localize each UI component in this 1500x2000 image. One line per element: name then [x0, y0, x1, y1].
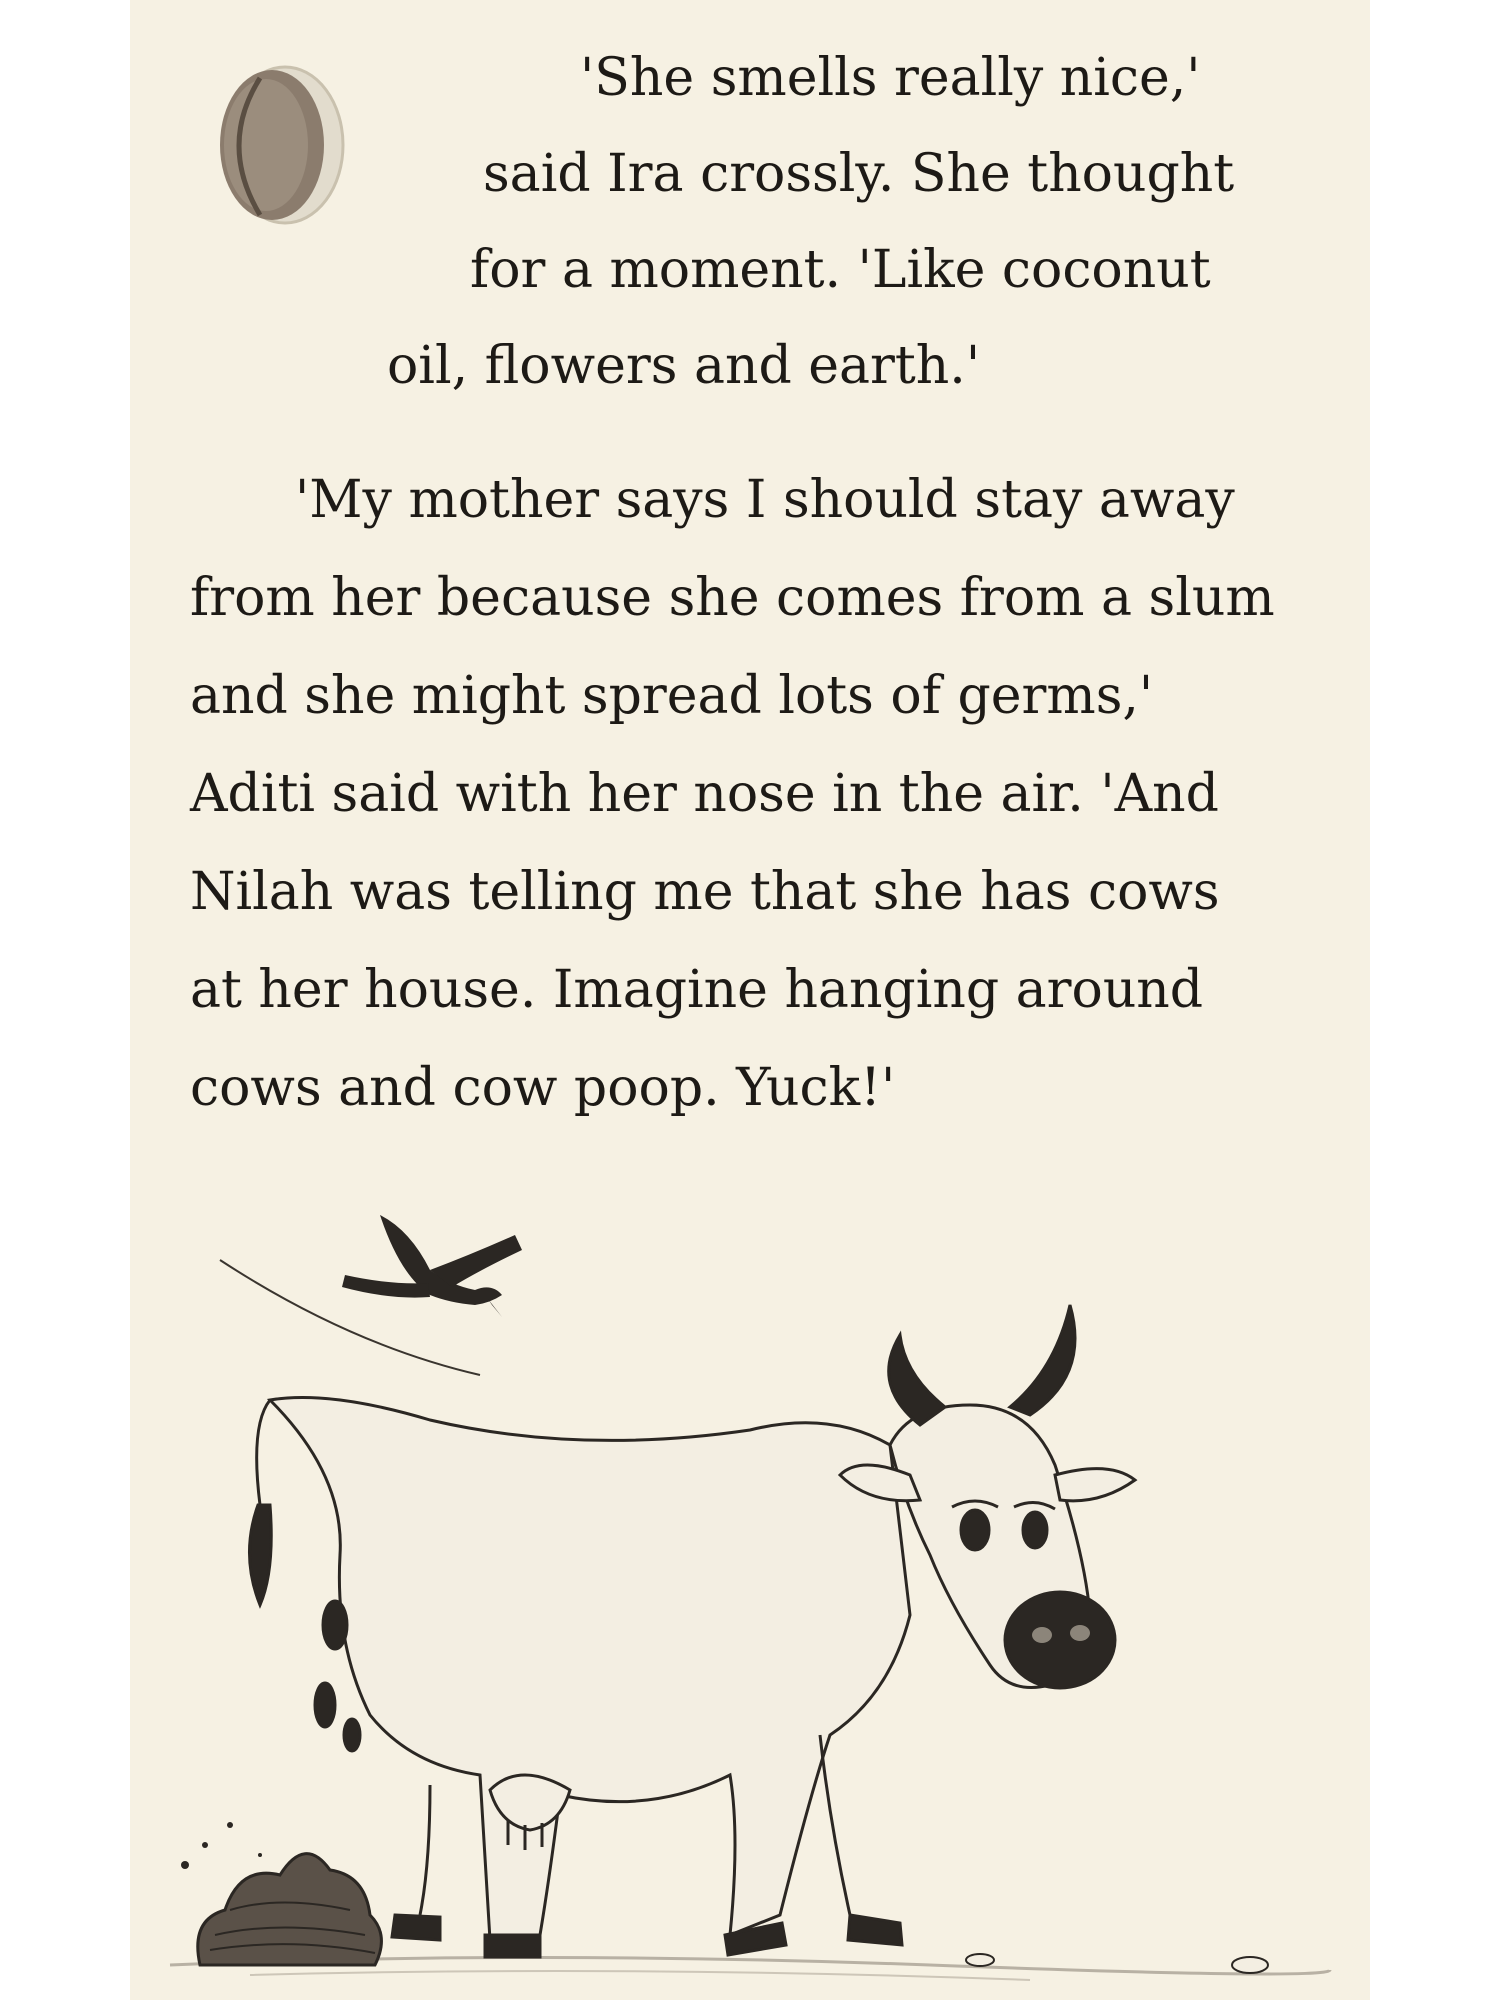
crow-icon [342, 1215, 522, 1317]
paragraph-ira-reply-line-2: said Ira crossly. She thought [483, 144, 1235, 204]
paragraph-aditi-speech-line-6: at her house. Imagine hanging around [190, 960, 1204, 1020]
dung-pile-icon [181, 1822, 381, 1965]
cow-icon [249, 1305, 1135, 1957]
paragraph-ira-reply-line-3: for a moment. 'Like coconut [470, 240, 1211, 300]
paragraph-aditi-speech-line-4: Aditi said with her nose in the air. 'And [190, 764, 1219, 824]
punched-hole-icon [200, 50, 350, 235]
paragraph-ira-reply-line-1: 'She smells really nice,' [580, 48, 1201, 108]
paragraph-aditi-speech-line-2: from her because she comes from a slum [190, 568, 1275, 628]
book-page [130, 0, 1370, 2000]
paragraph-aditi-speech-line-7: cows and cow poop. Yuck!' [190, 1058, 896, 1118]
paragraph-aditi-speech-line-5: Nilah was telling me that she has cows [190, 862, 1220, 922]
paragraph-ira-reply-line-4: oil, flowers and earth.' [387, 336, 981, 396]
paragraph-aditi-speech-line-1: 'My mother says I should stay away [295, 470, 1235, 530]
paragraph-aditi-speech-line-3: and she might spread lots of germs,' [190, 666, 1154, 726]
cow-crow-illustration [130, 1175, 1370, 2000]
